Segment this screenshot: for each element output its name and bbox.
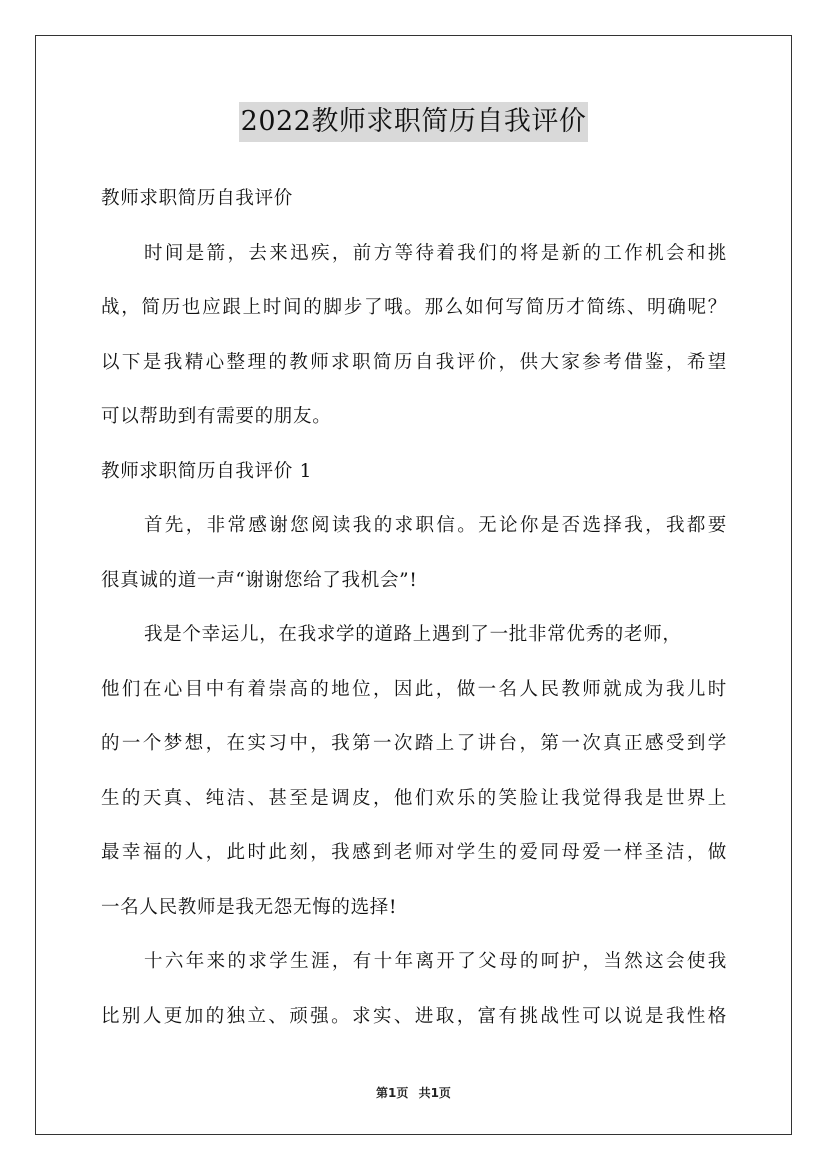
section-heading: 教师求职简历自我评价 1 — [101, 460, 313, 482]
section-heading: 教师求职简历自我评价 — [101, 188, 294, 209]
paragraph-line: 十六年来的求学生涯，有十年离开了父母的呵护，当然这会使我 — [144, 951, 727, 972]
paragraph-line: 时间是箭，去来迅疾，前方等待着我们的将是新的工作机会和挑 — [144, 242, 727, 264]
paragraph-line: 我是个幸运儿，在我求学的道路上遇到了一批非常优秀的老师， — [144, 624, 682, 645]
paragraph-line: 的一个梦想，在实习中，我第一次踏上了讲台，第一次真正感受到学 — [101, 733, 727, 754]
paragraph-line: 以下是我精心整理的教师求职简历自我评价，供大家参考借鉴，希望 — [101, 351, 727, 373]
paragraph-line: 首先，非常感谢您阅读我的求职信。无论你是否选择我，我都要 — [144, 515, 727, 536]
paragraph-line: 最幸福的人，此时此刻，我感到老师对学生的爱同母爱一样圣洁，做 — [101, 842, 727, 863]
paragraph-line: 他们在心目中有着崇高的地位，因此，做一名人民教师就成为我儿时 — [101, 678, 727, 700]
document-title: 2022教师求职简历自我评价 — [239, 102, 589, 142]
paragraph-line: 一名人民教师是我无怨无悔的选择! — [101, 896, 398, 918]
paragraph-line: 战，简历也应跟上时间的脚步了哦。那么如何写简历才简练、明确呢？ — [101, 297, 727, 318]
paragraph-line: 可以帮助到有需要的朋友。 — [101, 406, 332, 427]
page-number-footer — [0, 1084, 827, 1101]
paragraph-line: 生的天真、纯洁、甚至是调皮，他们欢乐的笑脸让我觉得我是世界上 — [101, 787, 727, 809]
paragraph-line: 比别人更加的独立、顽强。求实、进取，富有挑战性可以说是我性格 — [101, 1005, 727, 1027]
page-number-label: 第1页 共1页 — [376, 1086, 451, 1100]
document-body — [101, 172, 727, 1044]
paragraph-line: 很真诚的道一声“谢谢您给了我机会”! — [101, 569, 418, 591]
document-title-container — [0, 102, 827, 142]
